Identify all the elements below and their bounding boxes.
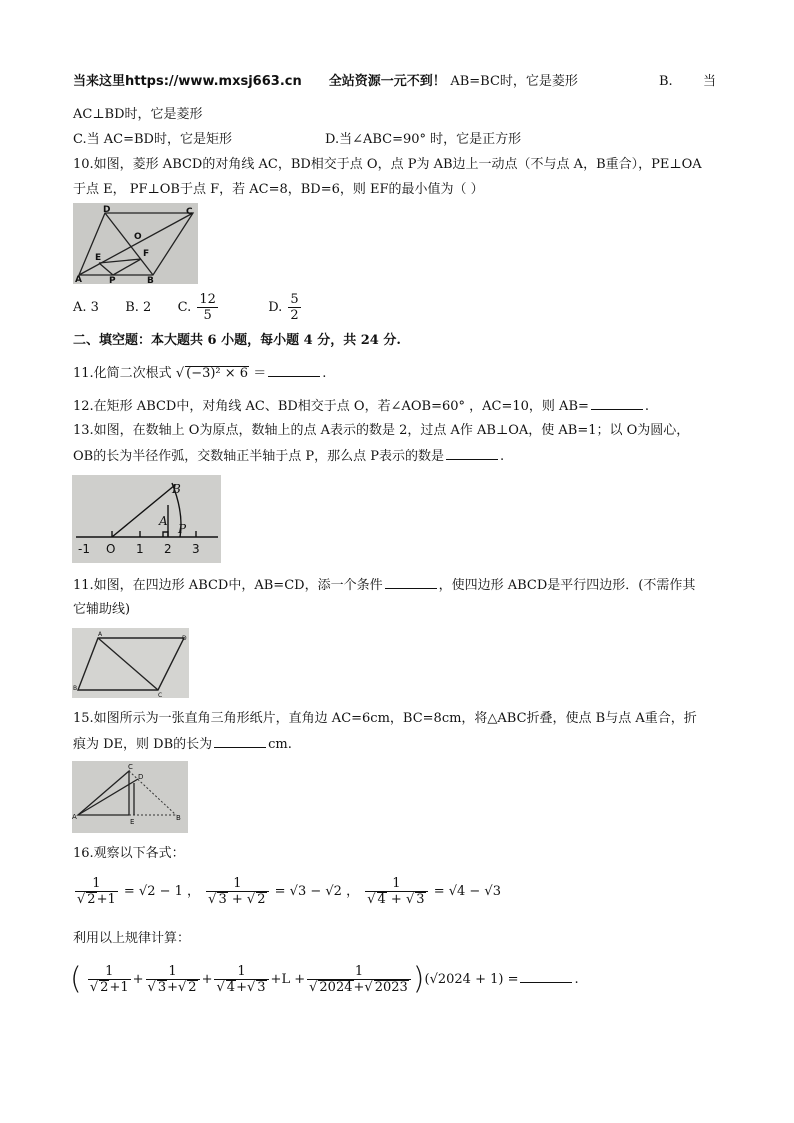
q11-line: 11.化简二次根式 √ (−3)² × 6 ＝ . [73, 366, 327, 381]
q13-tick-origin: O [106, 542, 116, 556]
q10-label-b: B [147, 276, 154, 284]
q11-radicand: (−3)² × 6 [186, 366, 249, 381]
q9-option-a-tail: AB=BC时，它是菱形 [450, 74, 578, 89]
q10-label-a: A [75, 275, 82, 284]
q12-end: . [644, 399, 650, 414]
q16-use: 利用以上规律计算： [73, 931, 191, 946]
q15-label-d: D [138, 773, 144, 781]
q16-blank [520, 970, 572, 983]
q13-tick-1: 1 [136, 542, 144, 556]
q16-term1: $\frac{1}{√ 2+1}$ [89, 964, 129, 995]
q15-blank [214, 735, 266, 748]
q9-option-b-dang: 当 [703, 74, 717, 89]
q11-prefix: 11.化简二次根式 [73, 366, 172, 381]
q10-label-f: F [143, 249, 150, 259]
q10-label-c: C [186, 207, 193, 217]
q15-line2 [73, 735, 292, 754]
q16-eq2-rhs: = √3 − √2 ， [274, 884, 360, 899]
q15-line1: 15.如图所示为一张直角三角形纸片，直角边 AC=6cm，BC=8cm，将△ABC折叠，使点 B与点 A重合，折 [73, 711, 697, 726]
q14-figure [72, 628, 189, 698]
site-banner: 当来这里https://www.mxsj663.cn [73, 74, 302, 89]
q13-tick-2: 2 [164, 542, 172, 556]
q16-eq3-rhs: = √4 − √3 [433, 884, 501, 899]
q15-line2b: cm. [268, 737, 292, 752]
q11-equals: ＝ [253, 366, 267, 381]
q16-tail: (√2024 + 1) = [424, 972, 519, 987]
q13-label-b: B [172, 482, 181, 496]
q14-label-d: D [182, 635, 187, 642]
q13-label-p: P [178, 522, 187, 536]
q16-eq1-fraction: $\frac{1}{√ 2+1}$ [77, 876, 116, 907]
q14-line1 [73, 576, 695, 595]
q11-blank [268, 364, 320, 377]
q9-option-c: C.当 AC=BD时，它是矩形 [73, 132, 232, 147]
q13-label-a: A [159, 514, 168, 528]
q15-figure [72, 761, 188, 833]
q16-eq2-fraction: $\frac{1}{√ 3 + √ 2}$ [206, 876, 268, 907]
q16-end: . [574, 972, 579, 987]
q15-label-e: E [130, 818, 135, 826]
section2-title: 二、填空题：本大题共 6 小题，每小题 4 分，共 24 分. [73, 333, 401, 348]
q14-line1b: ，使四边形 ABCD是平行四边形．(不需作其 [438, 578, 696, 593]
q10-option-b: B. 2 [125, 300, 152, 315]
q16-eq1-rhs: = √2 − 1 ， [123, 884, 201, 899]
q16-observations [73, 872, 501, 912]
promo-banner: 全站资源一元不到！ [328, 74, 446, 89]
q15-label-b: B [176, 814, 181, 822]
q16-term2: $\frac{1}{√ 3+√ 2}$ [146, 964, 200, 995]
q10-option-d-fraction: $\frac{5}{2}$ [290, 292, 299, 323]
q13-line2-wrap [73, 447, 504, 466]
q12-text: 12.在矩形 ABCD中，对角线 AC、BD相交于点 O，若∠AOB=60° ，AC=10，则 AB= [73, 399, 589, 414]
q14-line2: 它辅助线) [73, 602, 131, 617]
q13-tick-minus1: -1 [78, 542, 90, 556]
q13-tick-3: 3 [192, 542, 200, 556]
q10-line1: 10.如图，菱形 ABCD的对角线 AC，BD相交于点 O，点 P为 AB边上一动点（不与点 A，B重合），PE⊥OA [73, 157, 702, 172]
header-line [73, 73, 578, 91]
q9-option-d: D.当∠ABC=90° 时，它是正方形 [325, 132, 522, 147]
q15-label-c: C [128, 763, 133, 771]
q13-figure [72, 475, 221, 563]
q10-option-c-fraction: $\frac{12}{5}$ [199, 292, 216, 323]
q14-line1a: 11.如图，在四边形 ABCD中，AB=CD，添一个条件 [73, 578, 383, 593]
q10-option-a: A. 3 [73, 300, 99, 315]
q15-line2a: 痕为 DE，则 DB的长为 [73, 737, 213, 752]
q10-option-c-label: C. [177, 300, 192, 315]
q14-label-a: A [98, 631, 103, 638]
q10-label-o: O [134, 232, 142, 242]
q9-option-b-label: B. [659, 74, 673, 89]
q16-expression: ( $\frac{1}{√ 2+1}$ + $\frac{1}{√ 3+√ 2}$ + $\frac{1}{√ 4+√ 3}$ +L + $\frac{1}{√ 2024+√ 2023}$ )(√2024 + 1) = . [70, 961, 579, 997]
q14-blank [385, 576, 437, 589]
q16-ellipsis: +L + [270, 972, 306, 987]
q13-blank [446, 447, 498, 460]
q16-title: 16.观察以下各式： [73, 846, 185, 861]
q13-end: . [499, 449, 505, 464]
q13-line1: 13.如图，在数轴上 O为原点，数轴上的点 A表示的数是 2，过点 A作 AB⊥OA，使 AB=1；以 O为圆心， [73, 423, 690, 438]
q12-line [73, 397, 649, 416]
q10-option-d-label: D. [268, 300, 283, 315]
q16-term3: $\frac{1}{√ 4+√ 3}$ [214, 964, 268, 995]
q9-line2: AC⊥BD时，它是菱形 [73, 107, 203, 122]
q10-line2: 于点 E， PF⊥OB于点 F，若 AC=8，BD=6，则 EF的最小值为（ ） [73, 182, 484, 197]
q16-term-last: $\frac{1}{√ 2024+√ 2023}$ [307, 964, 411, 995]
q14-label-b: B [73, 685, 78, 692]
q10-options [73, 289, 303, 327]
q16-eq3-fraction: $\frac{1}{√ 4 + √ 3}$ [365, 876, 427, 907]
q14-label-c: C [158, 692, 163, 698]
q10-figure [73, 203, 198, 284]
q10-label-d: D [103, 205, 111, 215]
q10-label-e: E [95, 253, 102, 263]
q13-line2: OB的长为半径作弧，交数轴正半轴于点 P，那么点 P表示的数是 [73, 449, 444, 464]
q10-label-p: P [109, 276, 116, 284]
q11-end: . [322, 366, 327, 381]
q12-blank [591, 397, 643, 410]
q15-label-a: A [72, 813, 77, 821]
